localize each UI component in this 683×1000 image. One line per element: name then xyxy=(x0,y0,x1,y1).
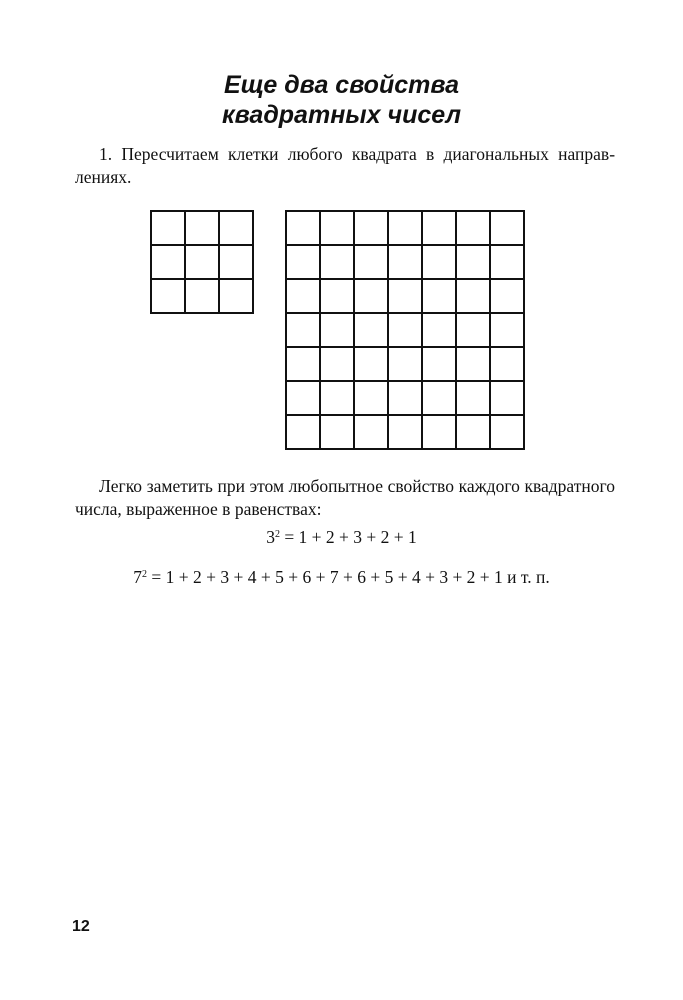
grid-cell xyxy=(287,416,321,450)
grid-cell xyxy=(457,348,491,382)
page-number: 12 xyxy=(72,918,90,935)
grid-cell xyxy=(423,382,457,416)
grid-cell xyxy=(287,246,321,280)
grid-cell xyxy=(355,382,389,416)
grid-cell xyxy=(389,246,423,280)
grid-cell xyxy=(423,212,457,246)
grid-cell xyxy=(287,212,321,246)
grid-cell xyxy=(287,280,321,314)
formula-2 xyxy=(0,566,683,588)
grid-cell xyxy=(321,314,355,348)
grid-cell xyxy=(491,212,525,246)
grid-cell xyxy=(287,348,321,382)
grid-cell xyxy=(152,246,186,280)
paragraph-2 xyxy=(75,475,615,521)
grid-cell xyxy=(491,348,525,382)
grid-cell xyxy=(355,416,389,450)
grid-cell xyxy=(457,280,491,314)
page-title xyxy=(0,70,683,130)
grid-cell xyxy=(186,280,220,314)
grid-cell xyxy=(389,314,423,348)
grid-cell xyxy=(355,246,389,280)
grid-cell xyxy=(355,314,389,348)
grid-cell xyxy=(220,280,254,314)
paragraph-1-number: 1. xyxy=(99,144,113,164)
grid-cell xyxy=(491,280,525,314)
grid-cell xyxy=(457,382,491,416)
grid-cell xyxy=(321,416,355,450)
grid-cell xyxy=(186,246,220,280)
grid-cell xyxy=(457,416,491,450)
grid-cell xyxy=(457,246,491,280)
grid-cell xyxy=(389,416,423,450)
grid-cell xyxy=(220,246,254,280)
small-square-grid xyxy=(150,210,254,314)
formula-2-rhs: = 1 + 2 + 3 + 4 + 5 + 6 + 7 + 6 + 5 + 4 + 3 + 2 + 1 и т. п. xyxy=(147,567,550,587)
formula-2-exponent: 2 xyxy=(142,569,147,580)
formula-1-base: 3 xyxy=(266,527,275,547)
grid-cell xyxy=(152,280,186,314)
grid-cell xyxy=(355,348,389,382)
title-line-1: Еще два свойства xyxy=(223,71,460,99)
grid-cell xyxy=(287,382,321,416)
formula-2-base: 7 xyxy=(133,567,142,587)
grid-cell xyxy=(491,382,525,416)
grid-cell xyxy=(389,348,423,382)
grid-cell xyxy=(423,246,457,280)
grid-cell xyxy=(321,212,355,246)
grid-cell xyxy=(321,280,355,314)
paragraph-1 xyxy=(75,143,615,189)
grid-cell xyxy=(152,212,186,246)
large-square-grid xyxy=(285,210,525,450)
grid-cell xyxy=(321,348,355,382)
grid-cell xyxy=(186,212,220,246)
grid-cell xyxy=(355,280,389,314)
grid-cell xyxy=(389,280,423,314)
grid-cell xyxy=(389,212,423,246)
formula-1-exponent: 2 xyxy=(274,529,280,540)
grid-cell xyxy=(491,416,525,450)
grid-cell xyxy=(457,212,491,246)
grid-cell xyxy=(423,348,457,382)
grid-cell xyxy=(321,246,355,280)
grid-cell xyxy=(321,382,355,416)
grid-cell xyxy=(355,212,389,246)
grid-cell xyxy=(423,280,457,314)
grid-cell xyxy=(389,382,423,416)
paragraph-1-text: Пересчитаем клетки любого квадрата в диагональных направлениях. xyxy=(75,144,616,187)
paragraph-2-text: Легко заметить при этом любопытное свойство каждого квадратного числа, выраженное в равенствах: xyxy=(75,476,615,519)
grid-cell xyxy=(491,246,525,280)
title-line-2: квадратных чисел xyxy=(221,101,461,129)
grid-cell xyxy=(287,314,321,348)
grid-cell xyxy=(220,212,254,246)
grid-cell xyxy=(457,314,491,348)
grid-cell xyxy=(491,314,525,348)
grid-cell xyxy=(423,416,457,450)
formula-1 xyxy=(0,526,683,548)
grid-cell xyxy=(423,314,457,348)
formula-1-rhs: = 1 + 2 + 3 + 2 + 1 xyxy=(279,527,417,547)
